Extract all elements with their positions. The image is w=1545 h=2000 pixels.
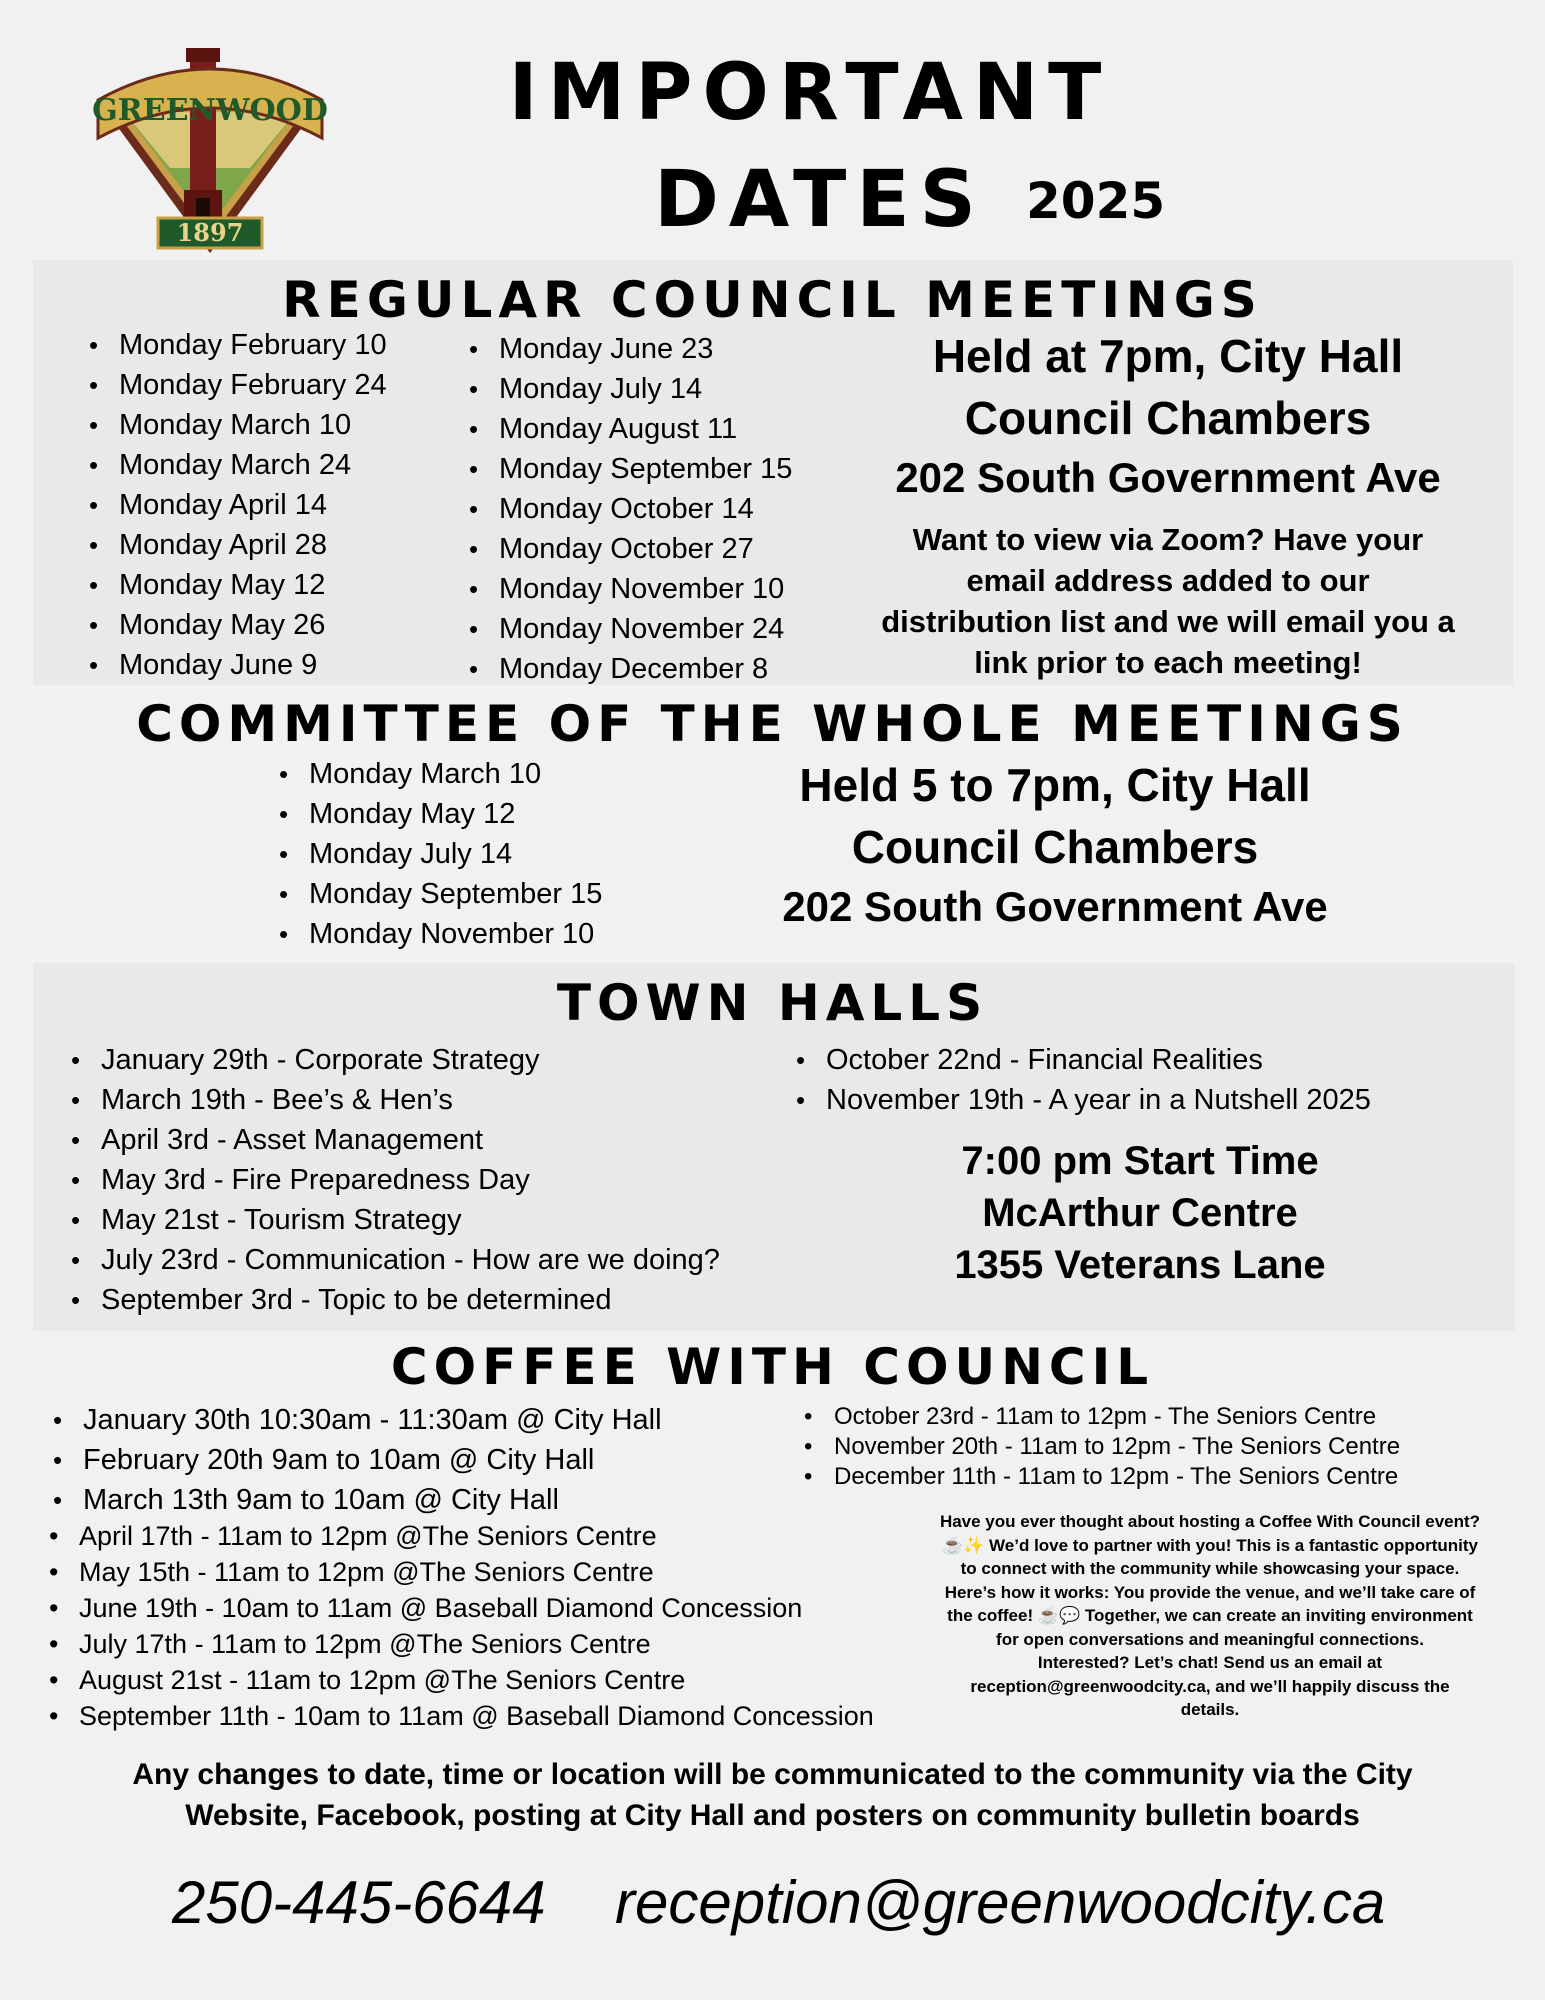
page-title-line1: IMPORTANT [508, 48, 1112, 138]
list-item: • Monday October 27 [463, 529, 792, 569]
coffee-list-2 [798, 1402, 1400, 1492]
list-item: • May 21st - Tourism Strategy [65, 1200, 720, 1240]
town-halls-list-1 [65, 1040, 720, 1320]
list-item: • Monday July 14 [463, 369, 792, 409]
list-item: • Monday November 10 [273, 914, 602, 954]
city-logo [90, 38, 330, 258]
committee-meetings-title: COMMITTEE OF THE WHOLE MEETINGS [136, 695, 1409, 753]
list-item: • Monday March 24 [83, 445, 387, 485]
list-item: • Monday February 24 [83, 365, 387, 405]
list-item: • Monday May 12 [83, 565, 387, 605]
logo-year: 1897 [176, 218, 244, 247]
list-item: • May 3rd - Fire Preparedness Day [65, 1160, 720, 1200]
list-item: • Monday November 10 [463, 569, 792, 609]
list-item: • December 11th - 11am to 12pm - The Seniors Centre [798, 1462, 1400, 1492]
list-item: • Monday November 24 [463, 609, 792, 649]
coffee-hosting-note: Have you ever thought about hosting a Coffee With Council event? ☕✨ We’d love to partner with you! This is a fantastic opportunity to connect with the community while showcasing your space. Here’s how it works: You provide the venue, and we’ll take care of the coffee! ☕💬 Together, we can create an inviting environment for open conversations and meaningful connections. Interested? Let’s chat! Send us an email at reception@greenwoodcity.ca, and we’ll happily discuss the details. [939, 1512, 1481, 1719]
logo-name: GREENWOOD [92, 93, 328, 128]
page-title-line2: DATES [654, 155, 986, 245]
committee-held-place: Council Chambers [851, 821, 1259, 873]
list-item: • August 21st - 11am to 12pm @The Seniors Centre [43, 1662, 874, 1698]
list-item: • April 3rd - Asset Management [65, 1120, 720, 1160]
town-halls-venue: McArthur Centre [982, 1191, 1298, 1235]
zoom-note: Want to view via Zoom? Have your email address added to our distribution list and we will email you a link prior to each meeting! [881, 522, 1455, 680]
regular-meetings-info [858, 325, 1478, 683]
coffee-list-1-large [47, 1400, 662, 1520]
list-item: • September 11th - 10am to 11am @ Baseball Diamond Concession [43, 1698, 874, 1734]
list-item: • Monday May 12 [273, 794, 602, 834]
list-item: • Monday February 10 [83, 325, 387, 365]
regular-meetings-list-1 [83, 325, 387, 685]
list-item: • Monday March 10 [273, 754, 602, 794]
list-item: • Monday March 10 [83, 405, 387, 445]
committee-held-time: Held 5 to 7pm, City Hall [799, 759, 1311, 811]
list-item: • Monday August 11 [463, 409, 792, 449]
town-halls-address: 1355 Veterans Lane [954, 1243, 1326, 1287]
list-item: • Monday April 28 [83, 525, 387, 565]
page-title-year: 2025 [1026, 172, 1166, 230]
list-item: • Monday July 14 [273, 834, 602, 874]
committee-address: 202 South Government Ave [782, 883, 1328, 930]
list-item: • March 19th - Bee’s & Hen’s [65, 1080, 720, 1120]
committee-info [740, 754, 1370, 936]
town-halls-start-time: 7:00 pm Start Time [961, 1139, 1319, 1183]
list-item: • September 3rd - Topic to be determined [65, 1280, 720, 1320]
regular-meetings-title: REGULAR COUNCIL MEETINGS [282, 271, 1263, 329]
list-item: • November 20th - 11am to 12pm - The Seniors Centre [798, 1432, 1400, 1462]
list-item: • Monday October 14 [463, 489, 792, 529]
coffee-with-council-title: COFFEE WITH COUNCIL [390, 1338, 1155, 1396]
regular-meetings-list-2 [463, 329, 792, 689]
list-item: • Monday September 15 [273, 874, 602, 914]
list-item: • January 30th 10:30am - 11:30am @ City Hall [47, 1400, 662, 1440]
list-item: • October 23rd - 11am to 12pm - The Seniors Centre [798, 1402, 1400, 1432]
coffee-list-1-small [43, 1518, 874, 1734]
regular-held-time: Held at 7pm, City Hall [932, 330, 1404, 382]
list-item: • October 22nd - Financial Realities [790, 1040, 1371, 1080]
list-item: • Monday September 15 [463, 449, 792, 489]
list-item: • July 17th - 11am to 12pm @The Seniors Centre [43, 1626, 874, 1662]
regular-held-place: Council Chambers [964, 392, 1372, 444]
list-item: • February 20th 9am to 10am @ City Hall [47, 1440, 662, 1480]
list-item: • April 17th - 11am to 12pm @The Seniors Centre [43, 1518, 874, 1554]
list-item: • Monday June 9 [83, 645, 387, 685]
list-item: • January 29th - Corporate Strategy [65, 1040, 720, 1080]
town-halls-title: TOWN HALLS [556, 974, 989, 1032]
committee-meetings-list [273, 754, 602, 954]
contact-email: reception@greenwoodcity.ca [615, 1869, 1386, 1936]
regular-address: 202 South Government Ave [895, 454, 1441, 501]
town-halls-list-2 [790, 1040, 1371, 1120]
list-item: • July 23rd - Communication - How are we doing? [65, 1240, 720, 1280]
list-item: • Monday April 14 [83, 485, 387, 525]
list-item: • March 13th 9am to 10am @ City Hall [47, 1480, 662, 1520]
contact-phone: 250-445-6644 [172, 1869, 546, 1936]
list-item: • Monday December 8 [463, 649, 792, 689]
town-halls-info [860, 1135, 1420, 1291]
list-item: • Monday June 23 [463, 329, 792, 369]
list-item: • Monday May 26 [83, 605, 387, 645]
changes-notice: Any changes to date, time or location will be communicated to the community via the City Website, Facebook, posting at City Hall and posters on community bulletin boards [132, 1758, 1413, 1832]
list-item: • November 19th - A year in a Nutshell 2025 [790, 1080, 1371, 1120]
list-item: • May 15th - 11am to 12pm @The Seniors Centre [43, 1554, 874, 1590]
list-item: • June 19th - 10am to 11am @ Baseball Diamond Concession [43, 1590, 874, 1626]
